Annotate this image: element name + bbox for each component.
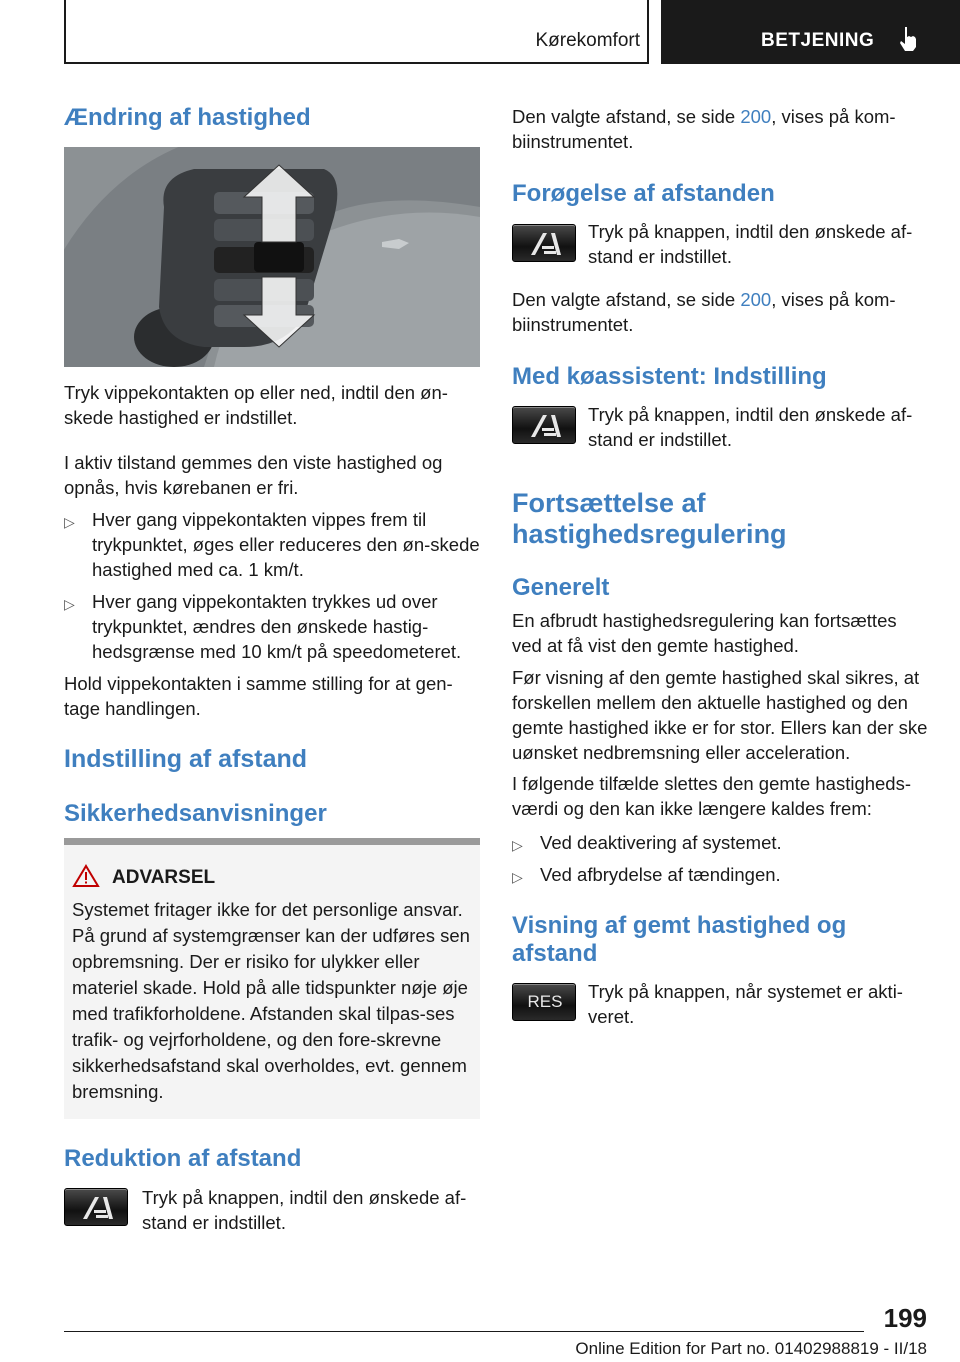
heading-show-saved: Visning af gemt hastighed og afstand bbox=[512, 912, 847, 967]
bullet-triangle-icon: ▷ bbox=[64, 596, 75, 612]
heading-change-speed: Ændring af hastighed bbox=[64, 104, 311, 131]
page-link[interactable]: 200 bbox=[740, 289, 772, 310]
footer-edition: Online Edition for Part no. 01402988819 - II/18 bbox=[575, 1339, 927, 1358]
distance-button-icon bbox=[512, 224, 576, 262]
bullet-triangle-icon: ▷ bbox=[64, 514, 75, 530]
bullet-triangle-icon: ▷ bbox=[512, 837, 523, 853]
paragraph-hold: Hold vippekontakten i samme stilling for at gen-tage handlingen. bbox=[64, 673, 453, 719]
heading-queue-assistant: Med køassistent: Indstilling bbox=[512, 363, 827, 390]
heading-safety: Sikkerhedsanvisninger bbox=[64, 800, 327, 827]
res-button-icon bbox=[512, 983, 576, 1021]
paragraph-active-mode: I aktiv tilstand gemmes den viste hastighed og opnås, hvis kørebanen er fri. bbox=[64, 452, 443, 498]
heading-general: Generelt bbox=[512, 574, 610, 601]
warning-title: ADVARSEL bbox=[112, 867, 216, 888]
distance-button-icon bbox=[64, 1188, 128, 1226]
increase-text: Tryk på knappen, indtil den ønskede af-stand er indstillet. bbox=[588, 221, 913, 267]
res-button-label: RES bbox=[527, 992, 563, 1011]
display-text: Tryk på knappen, når systemet er akti-veret. bbox=[588, 981, 903, 1027]
header-section-title: Kørekomfort bbox=[535, 30, 640, 51]
paragraph-distance-shown-1: Den valgte afstand, se side 200, vises på kom-biinstrumentet. bbox=[512, 106, 896, 152]
page-link[interactable]: 200 bbox=[740, 106, 772, 127]
general-paragraph-1: En afbrudt hastighedsregulering kan fortsættes ved at få vist den gemte hastighed. bbox=[512, 610, 897, 656]
list-item: ▷ Hver gang vippekontakten vippes frem til trykpunktet, øges eller reduceres den øn-skede hastighed med ca. 1 km/t. bbox=[64, 509, 480, 580]
reduce-text: Tryk på knappen, indtil den ønskede af-stand er indstillet. bbox=[142, 1187, 467, 1233]
general-paragraph-2: Før visning af den gemte hastighed skal sikres, at forskellen mellem den aktuelle hastighed og den gemte hastighed ikke er for stor. Ellers kan der ske uønsket nedbremsning eller acceleration. bbox=[512, 667, 928, 763]
warning-bar bbox=[64, 838, 480, 845]
pointing-hand-icon bbox=[897, 26, 919, 52]
warning-triangle-icon bbox=[72, 864, 100, 888]
heading-increase-distance: Forøgelse af afstanden bbox=[512, 180, 775, 207]
queue-text: Tryk på knappen, indtil den ønskede af-stand er indstillet. bbox=[588, 404, 913, 450]
list-item: ▷ Hver gang vippekontakten trykkes ud over trykpunktet, ændres den ønskede hastig-hedsgrænse med 10 km/t på speedometeret. bbox=[64, 591, 462, 662]
header-chapter-title: BETJENING bbox=[761, 30, 875, 51]
heading-reduce-distance: Reduktion af afstand bbox=[64, 1145, 302, 1172]
heading-set-distance: Indstilling af afstand bbox=[64, 745, 308, 773]
steering-wheel-rocker-photo bbox=[64, 147, 480, 367]
paragraph-rocker: Tryk vippekontakten op eller ned, indtil den øn-skede hastighed er indstillet. bbox=[64, 382, 448, 428]
page-number: 199 bbox=[883, 1303, 927, 1333]
general-paragraph-3: I følgende tilfælde slettes den gemte hastigheds-værdi og den kan ikke længere kaldes frem: bbox=[512, 773, 912, 819]
heading-continue-speed-control: Fortsættelse af hastighedsregulering bbox=[512, 488, 787, 549]
paragraph-distance-shown-2: Den valgte afstand, se side 200, vises på kom-biinstrumentet. bbox=[512, 289, 896, 335]
distance-button-icon bbox=[512, 406, 576, 444]
header-chapter-tab bbox=[661, 0, 960, 64]
footer-divider bbox=[64, 1331, 864, 1332]
bullet-triangle-icon: ▷ bbox=[512, 869, 523, 885]
warning-text: Systemet fritager ikke for det personlige ansvar. På grund af systemgrænser kan der udføres sen opbremsning. Der er risiko for ulykker eller materiel skade. Hold på alle tidspunkter nøje øje med trafikforholdene. Afstanden skal tilpas-ses trafik- og vejrforholdene, og den fore-skrevne sikkerhedsafstand skal overholdes, evt. gennem bremsning. bbox=[72, 899, 470, 1102]
